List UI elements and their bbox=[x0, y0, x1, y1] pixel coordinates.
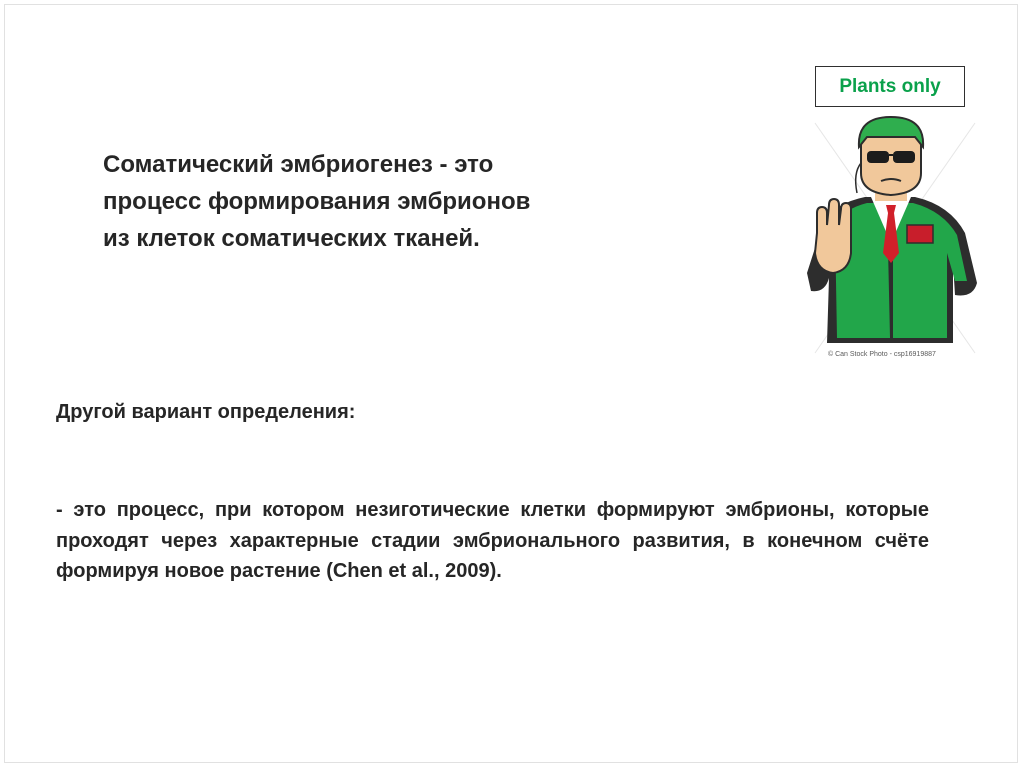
definition-text bbox=[103, 146, 663, 257]
definition-line: из клеток соматических тканей. bbox=[103, 225, 480, 252]
subheading: Другой вариант определения: bbox=[56, 401, 356, 423]
definition-line: процесс формирования эмбрионов bbox=[103, 188, 531, 215]
image-caption: © Can Stock Photo - csp16919887 bbox=[828, 351, 936, 358]
body-paragraph: - это процесс, при котором незиготические клетки формируют эмбрионы, которые проходят через характерные стадии эмбрионального развития, в конечном счёте формируя новое растение (Chen et al., 2009). bbox=[56, 499, 929, 582]
definition-line: Соматический эмбриогенез - это bbox=[103, 151, 494, 178]
plants-only-badge bbox=[815, 66, 965, 107]
security-guard-illustration bbox=[795, 113, 985, 363]
security-tag bbox=[907, 225, 933, 243]
raised-hand-icon bbox=[815, 199, 851, 273]
slide bbox=[4, 4, 1018, 763]
badge-label: Plants only bbox=[839, 75, 941, 97]
